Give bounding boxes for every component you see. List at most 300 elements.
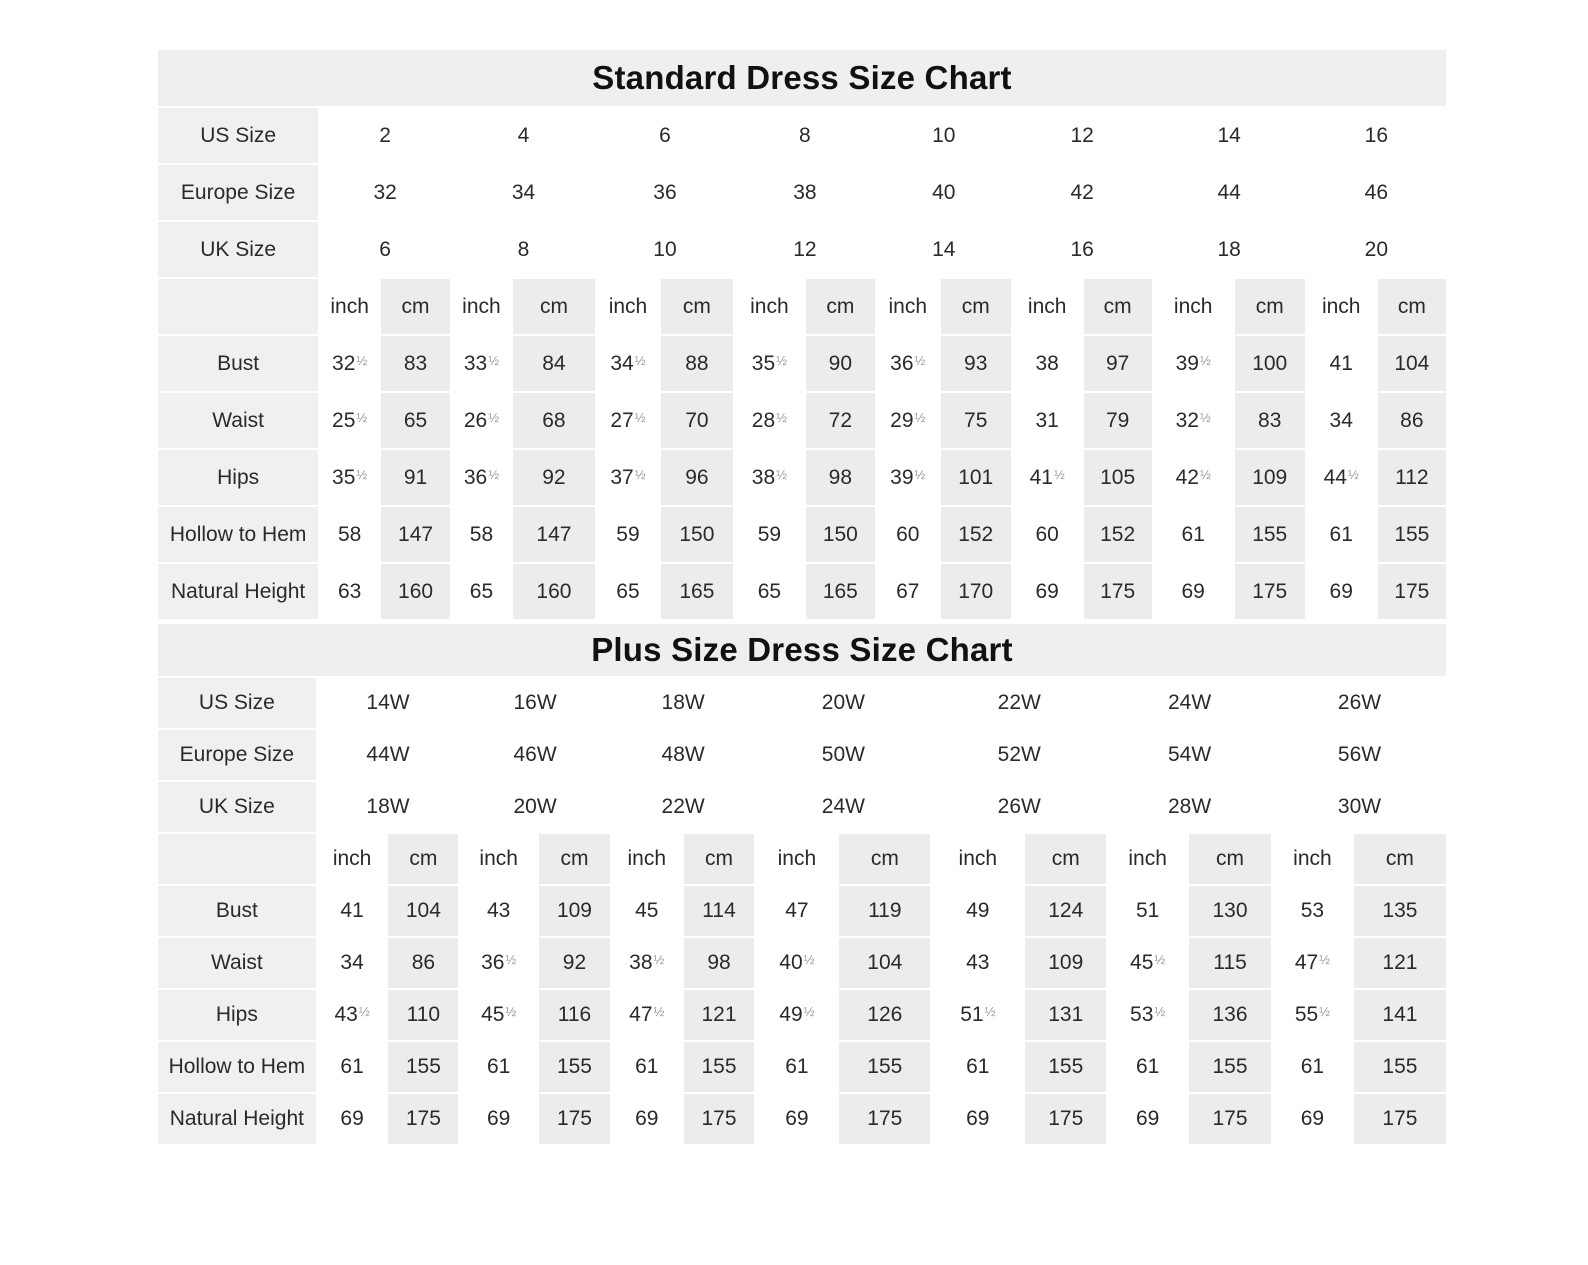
waist-inch-cell	[451, 392, 512, 449]
hips-inch-value: 44	[1323, 465, 1347, 489]
us-size-value: 14	[1153, 107, 1306, 164]
hips-label: Hips	[157, 989, 317, 1041]
hips-cm-value: 96	[660, 449, 734, 506]
hollow-to-hem-inch-value: 61	[1181, 522, 1205, 546]
bust-cm-value: 130	[1188, 885, 1272, 937]
waist-inch-cell	[1272, 937, 1353, 989]
hollow-to-hem-inch-value: 61	[340, 1055, 364, 1078]
half-fraction: ½	[1053, 466, 1065, 482]
half-fraction: ½	[1154, 952, 1166, 967]
hollow-to-hem-inch-cell	[1153, 506, 1234, 563]
unit-header-row	[157, 833, 1447, 885]
bust-cm-value: 114	[683, 885, 756, 937]
hollow-to-hem-cm-value: 152	[940, 506, 1012, 563]
hollow-to-hem-row	[157, 506, 1447, 563]
hollow-to-hem-label: Hollow to Hem	[157, 1041, 317, 1093]
uk-size-value: 14	[876, 221, 1012, 278]
hollow-to-hem-inch-cell	[1272, 1041, 1353, 1093]
hollow-to-hem-cm-value: 155	[538, 1041, 611, 1093]
natural-height-inch-cell	[931, 1093, 1024, 1145]
bust-cm-value: 100	[1234, 335, 1306, 392]
half-fraction: ½	[356, 466, 368, 482]
natural-height-cm-value: 175	[1377, 563, 1447, 620]
bust-cm-value: 119	[838, 885, 931, 937]
bust-cm-value: 104	[387, 885, 459, 937]
uk-size-value: 10	[596, 221, 734, 278]
half-fraction: ½	[1199, 409, 1211, 425]
half-fraction: ½	[356, 409, 368, 425]
chart-title-row	[157, 623, 1447, 677]
bust-inch-cell	[1107, 885, 1188, 937]
unit-cm-header: cm	[1234, 278, 1306, 335]
bust-cm-value: 135	[1353, 885, 1447, 937]
waist-inch-cell	[755, 937, 838, 989]
hips-inch-value: 35	[332, 465, 356, 489]
us-size-value: 14W	[317, 677, 460, 729]
bust-inch-value: 38	[1035, 351, 1059, 375]
bust-inch-cell	[734, 335, 805, 392]
unit-inch-header: inch	[459, 833, 538, 885]
hips-cm-value: 131	[1024, 989, 1107, 1041]
hollow-to-hem-inch-value: 58	[337, 522, 362, 546]
europe-size-value: 36	[596, 164, 734, 221]
europe-size-label: Europe Size	[157, 164, 319, 221]
hollow-to-hem-inch-cell	[1306, 506, 1377, 563]
bust-cm-value: 83	[380, 335, 451, 392]
unit-inch-header: inch	[596, 278, 660, 335]
hollow-to-hem-inch-cell	[755, 1041, 838, 1093]
us-size-row	[157, 107, 1447, 164]
half-fraction: ½	[653, 952, 665, 967]
waist-inch-cell	[1153, 392, 1234, 449]
bust-cm-value: 104	[1377, 335, 1447, 392]
bust-inch-cell	[1153, 335, 1234, 392]
bust-inch-cell	[317, 885, 388, 937]
hips-inch-value: 49	[779, 1003, 803, 1026]
bust-inch-value: 39	[1175, 351, 1199, 375]
hollow-to-hem-inch-cell	[931, 1041, 1024, 1093]
bust-cm-value: 97	[1083, 335, 1153, 392]
bust-inch-cell	[931, 885, 1024, 937]
unit-inch-header: inch	[1306, 278, 1377, 335]
half-fraction: ½	[803, 952, 815, 967]
waist-inch-value: 28	[751, 408, 776, 432]
half-fraction: ½	[776, 352, 787, 368]
hollow-to-hem-cm-value: 155	[1353, 1041, 1447, 1093]
uk-size-value: 8	[451, 221, 596, 278]
hollow-to-hem-cm-value: 155	[1234, 506, 1306, 563]
waist-inch-value: 45	[1130, 951, 1154, 974]
waist-inch-cell	[1107, 937, 1188, 989]
hips-inch-cell	[611, 989, 683, 1041]
hollow-to-hem-inch-cell	[459, 1041, 538, 1093]
hollow-to-hem-inch-value: 59	[616, 522, 640, 546]
hips-cm-value: 109	[1234, 449, 1306, 506]
bust-inch-value: 36	[890, 351, 914, 375]
unit-cm-header: cm	[838, 833, 931, 885]
hollow-to-hem-cm-value: 147	[380, 506, 451, 563]
bust-inch-value: 34	[610, 351, 634, 375]
europe-size-value: 46W	[459, 729, 611, 781]
waist-cm-value: 104	[838, 937, 931, 989]
uk-size-label: UK Size	[157, 221, 319, 278]
unit-inch-header: inch	[451, 278, 512, 335]
europe-size-row	[157, 164, 1447, 221]
us-size-value: 2	[319, 107, 451, 164]
hollow-to-hem-cm-value: 147	[512, 506, 596, 563]
natural-height-inch-value: 69	[1300, 1107, 1325, 1130]
waist-inch-value: 40	[779, 951, 803, 974]
hips-inch-cell	[596, 449, 660, 506]
waist-cm-value: 109	[1024, 937, 1107, 989]
natural-height-cm-value: 165	[660, 563, 734, 620]
hollow-to-hem-cm-value: 150	[805, 506, 876, 563]
waist-inch-cell	[317, 937, 388, 989]
hips-inch-value: 45	[481, 1003, 505, 1026]
waist-inch-cell	[596, 392, 660, 449]
bust-cm-value: 90	[805, 335, 876, 392]
hollow-to-hem-inch-value: 61	[785, 1055, 809, 1078]
half-fraction: ½	[776, 466, 787, 482]
bust-cm-value: 109	[538, 885, 611, 937]
natural-height-inch-cell	[1012, 563, 1083, 620]
hips-label: Hips	[157, 449, 319, 506]
us-size-value: 18W	[611, 677, 756, 729]
hollow-to-hem-inch-cell	[596, 506, 660, 563]
standard-size-table	[156, 48, 1448, 621]
europe-size-value: 44W	[317, 729, 460, 781]
hips-cm-value: 91	[380, 449, 451, 506]
europe-size-value: 50W	[755, 729, 931, 781]
hips-cm-value: 112	[1377, 449, 1447, 506]
unit-cm-header: cm	[512, 278, 596, 335]
unit-inch-header: inch	[1153, 278, 1234, 335]
hips-inch-cell	[1107, 989, 1188, 1041]
natural-height-inch-cell	[596, 563, 660, 620]
natural-height-cm-value: 175	[1234, 563, 1306, 620]
europe-size-value: 40	[876, 164, 1012, 221]
natural-height-cm-value: 175	[1024, 1093, 1107, 1145]
uk-size-value: 30W	[1272, 781, 1447, 833]
europe-size-value: 32	[319, 164, 451, 221]
waist-inch-value: 34	[340, 951, 364, 974]
us-size-value: 12	[1012, 107, 1153, 164]
bust-inch-value: 47	[785, 899, 809, 922]
waist-cm-value: 75	[940, 392, 1012, 449]
hips-inch-cell	[931, 989, 1024, 1041]
hollow-to-hem-cm-value: 155	[1377, 506, 1447, 563]
plus-size-table	[156, 622, 1448, 1146]
bust-inch-cell	[459, 885, 538, 937]
natural-height-inch-value: 69	[966, 1107, 990, 1130]
natural-height-inch-value: 69	[1035, 579, 1059, 603]
us-size-value: 10	[876, 107, 1012, 164]
bust-inch-cell	[611, 885, 683, 937]
waist-inch-value: 34	[1329, 408, 1353, 432]
waist-cm-value: 86	[1377, 392, 1447, 449]
unit-inch-header: inch	[611, 833, 683, 885]
us-size-label: US Size	[157, 107, 319, 164]
waist-row	[157, 392, 1447, 449]
hips-inch-value: 53	[1130, 1003, 1154, 1026]
hips-inch-cell	[1272, 989, 1353, 1041]
waist-cm-value: 115	[1188, 937, 1272, 989]
chart-title: Standard Dress Size Chart	[157, 49, 1447, 107]
hips-cm-value: 98	[805, 449, 876, 506]
waist-inch-cell	[1012, 392, 1083, 449]
waist-cm-value: 72	[805, 392, 876, 449]
half-fraction: ½	[488, 352, 500, 368]
unit-inch-header: inch	[876, 278, 940, 335]
half-fraction: ½	[488, 409, 500, 425]
bust-inch-cell	[596, 335, 660, 392]
hips-inch-value: 39	[890, 465, 914, 489]
uk-size-value: 20	[1306, 221, 1447, 278]
half-fraction: ½	[1347, 466, 1359, 482]
uk-size-value: 18W	[317, 781, 460, 833]
half-fraction: ½	[356, 352, 368, 368]
hips-cm-value: 136	[1188, 989, 1272, 1041]
unit-cm-header: cm	[683, 833, 756, 885]
hips-cm-value: 92	[512, 449, 596, 506]
bust-inch-value: 51	[1135, 899, 1160, 922]
bust-inch-cell	[451, 335, 512, 392]
natural-height-cm-value: 175	[838, 1093, 931, 1145]
natural-height-inch-value: 67	[896, 579, 920, 603]
bust-cm-value: 93	[940, 335, 1012, 392]
hips-cm-value: 105	[1083, 449, 1153, 506]
unit-inch-header: inch	[1272, 833, 1353, 885]
natural-height-inch-value: 69	[635, 1107, 659, 1130]
bust-inch-cell	[1012, 335, 1083, 392]
bust-inch-value: 53	[1300, 899, 1325, 922]
europe-size-value: 44	[1153, 164, 1306, 221]
waist-inch-cell	[459, 937, 538, 989]
hips-inch-cell	[876, 449, 940, 506]
natural-height-inch-value: 65	[469, 579, 494, 603]
uk-size-row	[157, 221, 1447, 278]
hips-cm-value: 121	[683, 989, 756, 1041]
natural-height-inch-cell	[1306, 563, 1377, 620]
unit-inch-header: inch	[319, 278, 380, 335]
half-fraction: ½	[1319, 952, 1331, 967]
hips-inch-cell	[1153, 449, 1234, 506]
europe-size-label: Europe Size	[157, 729, 317, 781]
us-size-label: US Size	[157, 677, 317, 729]
natural-height-inch-cell	[611, 1093, 683, 1145]
half-fraction: ½	[634, 409, 646, 425]
bust-inch-value: 45	[635, 899, 659, 922]
hollow-to-hem-cm-value: 150	[660, 506, 734, 563]
hollow-to-hem-inch-value: 61	[1300, 1055, 1325, 1078]
natural-height-label: Natural Height	[157, 1093, 317, 1145]
uk-size-value: 22W	[611, 781, 756, 833]
waist-row	[157, 937, 1447, 989]
europe-size-value: 48W	[611, 729, 756, 781]
half-fraction: ½	[803, 1004, 815, 1019]
waist-inch-value: 25	[332, 408, 356, 432]
hips-cm-value: 116	[538, 989, 611, 1041]
natural-height-inch-cell	[1272, 1093, 1353, 1145]
half-fraction: ½	[1154, 1004, 1166, 1019]
natural-height-inch-cell	[876, 563, 940, 620]
hollow-to-hem-inch-value: 58	[469, 522, 494, 546]
hollow-to-hem-cm-value: 152	[1083, 506, 1153, 563]
hollow-to-hem-inch-value: 61	[1135, 1055, 1160, 1078]
waist-inch-cell	[611, 937, 683, 989]
chart-title: Plus Size Dress Size Chart	[157, 623, 1447, 677]
bust-label: Bust	[157, 885, 317, 937]
europe-size-row	[157, 729, 1447, 781]
hips-inch-value: 41	[1029, 465, 1053, 489]
hips-inch-cell	[459, 989, 538, 1041]
hollow-to-hem-label: Hollow to Hem	[157, 506, 319, 563]
bust-inch-cell	[876, 335, 940, 392]
hollow-to-hem-row	[157, 1041, 1447, 1093]
hips-inch-cell	[451, 449, 512, 506]
half-fraction: ½	[505, 1004, 517, 1019]
natural-height-cm-value: 170	[940, 563, 1012, 620]
waist-cm-value: 86	[387, 937, 459, 989]
waist-inch-cell	[1306, 392, 1377, 449]
waist-cm-value: 121	[1353, 937, 1447, 989]
uk-size-value: 28W	[1107, 781, 1272, 833]
uk-size-label: UK Size	[157, 781, 317, 833]
hips-cm-value: 126	[838, 989, 931, 1041]
unit-header-blank	[157, 278, 319, 335]
uk-size-value: 26W	[931, 781, 1107, 833]
natural-height-cm-value: 175	[1083, 563, 1153, 620]
natural-height-cm-value: 175	[1188, 1093, 1272, 1145]
bust-inch-value: 41	[340, 899, 364, 922]
hips-inch-value: 55	[1294, 1003, 1319, 1026]
unit-cm-header: cm	[1188, 833, 1272, 885]
waist-label: Waist	[157, 937, 317, 989]
hollow-to-hem-cm-value: 155	[683, 1041, 756, 1093]
natural-height-cm-value: 165	[805, 563, 876, 620]
natural-height-inch-value: 69	[1135, 1107, 1160, 1130]
bust-inch-cell	[319, 335, 380, 392]
bust-inch-value: 32	[332, 351, 356, 375]
us-size-value: 20W	[755, 677, 931, 729]
hollow-to-hem-inch-cell	[451, 506, 512, 563]
hips-inch-cell	[755, 989, 838, 1041]
natural-height-cm-value: 175	[387, 1093, 459, 1145]
natural-height-inch-cell	[451, 563, 512, 620]
waist-inch-value: 36	[481, 951, 505, 974]
waist-cm-value: 65	[380, 392, 451, 449]
bust-cm-value: 84	[512, 335, 596, 392]
europe-size-value: 52W	[931, 729, 1107, 781]
natural-height-inch-value: 69	[340, 1107, 364, 1130]
waist-inch-cell	[319, 392, 380, 449]
uk-size-row	[157, 781, 1447, 833]
half-fraction: ½	[914, 466, 926, 482]
us-size-value: 8	[734, 107, 876, 164]
waist-inch-value: 38	[629, 951, 653, 974]
waist-inch-cell	[931, 937, 1024, 989]
waist-inch-cell	[734, 392, 805, 449]
unit-inch-header: inch	[755, 833, 838, 885]
hips-inch-cell	[317, 989, 388, 1041]
waist-inch-value: 27	[610, 408, 634, 432]
waist-label: Waist	[157, 392, 319, 449]
waist-inch-value: 32	[1175, 408, 1199, 432]
half-fraction: ½	[653, 1004, 665, 1019]
unit-cm-header: cm	[940, 278, 1012, 335]
unit-header-row	[157, 278, 1447, 335]
unit-cm-header: cm	[1083, 278, 1153, 335]
bust-inch-cell	[1306, 335, 1377, 392]
hollow-to-hem-inch-value: 61	[486, 1055, 511, 1078]
plus-size-chart	[156, 622, 1448, 1146]
hollow-to-hem-inch-value: 61	[966, 1055, 990, 1078]
natural-height-row	[157, 1093, 1447, 1145]
unit-inch-header: inch	[1012, 278, 1083, 335]
natural-height-inch-value: 69	[785, 1107, 809, 1130]
half-fraction: ½	[634, 466, 646, 482]
hips-inch-value: 42	[1175, 465, 1199, 489]
natural-height-cm-value: 160	[380, 563, 451, 620]
half-fraction: ½	[914, 409, 926, 425]
hollow-to-hem-inch-cell	[876, 506, 940, 563]
bust-row	[157, 335, 1447, 392]
half-fraction: ½	[914, 352, 926, 368]
unit-cm-header: cm	[1377, 278, 1447, 335]
hollow-to-hem-cm-value: 155	[1188, 1041, 1272, 1093]
unit-cm-header: cm	[387, 833, 459, 885]
natural-height-inch-value: 69	[486, 1107, 511, 1130]
hips-cm-value: 141	[1353, 989, 1447, 1041]
hollow-to-hem-cm-value: 155	[387, 1041, 459, 1093]
standard-size-chart	[156, 48, 1448, 621]
hollow-to-hem-inch-value: 59	[757, 522, 782, 546]
unit-cm-header: cm	[1353, 833, 1447, 885]
natural-height-inch-cell	[1107, 1093, 1188, 1145]
natural-height-inch-value: 65	[757, 579, 782, 603]
hollow-to-hem-inch-cell	[734, 506, 805, 563]
hollow-to-hem-inch-value: 61	[635, 1055, 659, 1078]
europe-size-value: 42	[1012, 164, 1153, 221]
natural-height-inch-cell	[319, 563, 380, 620]
us-size-value: 16W	[459, 677, 611, 729]
waist-inch-value: 47	[1294, 951, 1319, 974]
bust-inch-cell	[1272, 885, 1353, 937]
us-size-value: 16	[1306, 107, 1447, 164]
europe-size-value: 54W	[1107, 729, 1272, 781]
hollow-to-hem-inch-cell	[319, 506, 380, 563]
bust-cm-value: 124	[1024, 885, 1107, 937]
hips-row	[157, 449, 1447, 506]
waist-inch-value: 26	[463, 408, 488, 432]
hips-inch-cell	[1306, 449, 1377, 506]
bust-row	[157, 885, 1447, 937]
natural-height-inch-value: 69	[1329, 579, 1353, 603]
half-fraction: ½	[1319, 1004, 1331, 1019]
half-fraction: ½	[358, 1004, 370, 1019]
bust-inch-value: 41	[1329, 351, 1353, 375]
unit-cm-header: cm	[1024, 833, 1107, 885]
europe-size-value: 56W	[1272, 729, 1447, 781]
europe-size-value: 38	[734, 164, 876, 221]
bust-inch-value: 33	[463, 351, 488, 375]
waist-cm-value: 83	[1234, 392, 1306, 449]
natural-height-inch-value: 69	[1181, 579, 1205, 603]
waist-inch-value: 29	[890, 408, 914, 432]
half-fraction: ½	[1199, 352, 1211, 368]
hips-inch-value: 38	[751, 465, 776, 489]
unit-inch-header: inch	[317, 833, 388, 885]
